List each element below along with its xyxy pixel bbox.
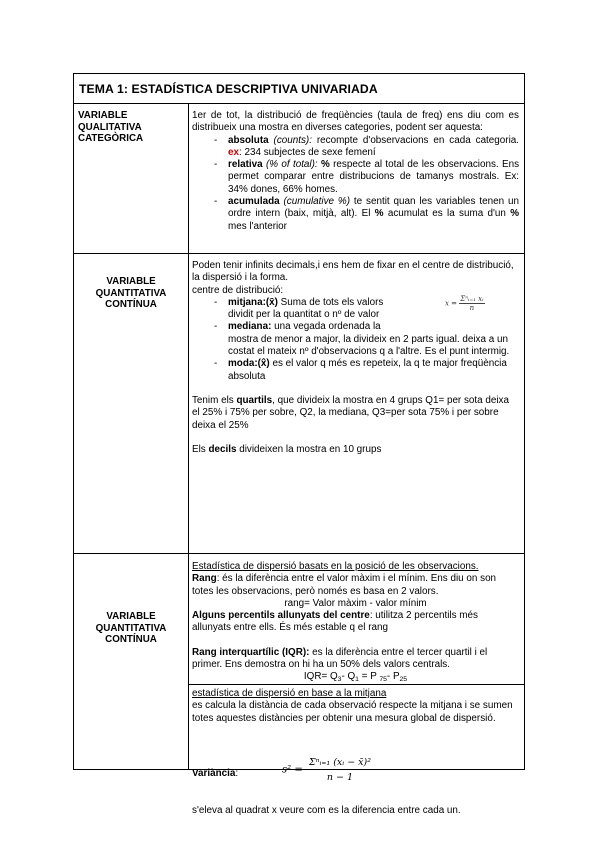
percentils-paragraph: Alguns percentils allunyats del centre: utilitza 2 percentils més allunyats entre ells. És més estable q el rang: [192, 610, 478, 634]
label-cell: [74, 104, 189, 253]
variance-formula: s² = $\frac{\text{Σⁿᵢ₌₁ (xᵢ − x̄)²}}{n - 1}$: [282, 757, 374, 783]
quartils-paragraph: Tenim els quartils, que divideix la mostra en 4 grups Q1= per sota deixa el 25% i 75% per sobre, Q2, la mediana, Q3=per sota 75% i per sobre deixa el 25%: [192, 394, 509, 431]
mean-formula: x = $\frac{\text{Σⁿᵢ₌₁ xᵢ}}{n}$: [445, 295, 484, 312]
variance-row: [192, 757, 492, 793]
label-cell: [74, 554, 189, 770]
label-cell: [74, 254, 189, 553]
row-label: VARIABLE QUANTITATIVA CONTÍNUA: [95, 611, 167, 645]
mean-paragraph: es calcula la distància de cada observació respecte la mitjana i se sumen totes aquestes distàncies per obtenir una mesura global de dispersió.: [192, 700, 513, 724]
block-heading: estadística de dispersió en base a la mitjana: [192, 688, 387, 699]
section1-content: [192, 110, 519, 233]
content-cell: [189, 104, 524, 253]
iqr-formula: $IQR= Q_3-$ $Q_1 = P$ $_{75}$- $P_{25}$: [303, 671, 408, 684]
content-cell: [189, 254, 524, 553]
rang-formula: rang= Valor màxim - valor mínim: [284, 597, 427, 609]
rang-paragraph: Rang: és la diferència entre el valor màxim i el mínim. Ens diu on son totes les observacions, però només es basa en 2 valors.: [192, 573, 497, 597]
section2-content: [192, 260, 519, 456]
intro-paragraph: Poden tenir infinits decimals,i ens hem de fixar en el centre de distribució, la dispersió i la forma.: [192, 260, 514, 284]
row-quantitative-centre: [74, 254, 524, 554]
row-label: VARIABLE QUANTITATIVA CONTÍNUA: [95, 276, 167, 310]
row-quantitative-dispersion: [74, 554, 524, 816]
content-cell: [189, 554, 524, 816]
decils-paragraph: Els decils divideixen la mostra en 10 grups: [192, 443, 382, 455]
row-label: VARIABLE QUALITATIVA CATEGÒRICA: [78, 110, 144, 144]
list-item: - absoluta (counts): recompte d'observacions en cada categoria. ex: 234 subjectes de sexe femení: [192, 135, 519, 160]
divider: [189, 684, 524, 685]
list-item: - acumulada (cumulative %) te sentit quan les variables tenen un ordre intern (baix, mitjà, alt). El % acumulat es la suma d'un % mes l'anterior: [192, 196, 519, 233]
list-item: - mitjana:(x̄) Suma de tots els valors dividit per la quantitat o nº de valor: [192, 297, 519, 322]
subheading: centre de distribució:: [192, 284, 284, 296]
variance-label: Variància:: [192, 768, 239, 779]
list-item: - mediana: una vegada ordenada la mostra de menor a major, la divideix en 2 parts igual. deixa a un costat el mateix nº d'observacions q a l'altre. Es el punt intermig.: [192, 321, 519, 358]
list-item: - relativa (% of total): % respecte al total de les observacions. Ens permet comparar entre distribucions de tamanys mostrals. Ex: 34% dones, 66% homes.: [192, 159, 519, 196]
intro-paragraph: 1er de tot, la distribució de freqüències (taula de freq) ens diu com es distribueix una mostra en diverses categories, podent ser aquesta:: [192, 110, 519, 134]
page-title: TEMA 1: ESTADÍSTICA DESCRIPTIVA UNIVARIADA: [79, 82, 378, 96]
title-row: [74, 74, 524, 104]
list-item: - moda:(x̂) es el valor q més es repeteix, la q te major freqüència absoluta: [192, 358, 519, 383]
frequency-list: [192, 135, 519, 233]
notes-table: [73, 73, 525, 816]
dispersion-position-block: [192, 561, 519, 687]
dispersion-mean-block: [192, 688, 519, 725]
block-heading: Estadística de dispersió basats en la posició de les observacions.: [192, 561, 479, 572]
row-qualitative: [74, 104, 524, 254]
closing-paragraph: s'eleva al quadrat x veure com es la diferencia entre cada un.: [192, 805, 461, 816]
iqr-paragraph: Rang interquartílic (IQR): es la diferència entre el tercer quartil i el primer. Ens demostra on hi ha un 50% dels valors centrals.: [192, 646, 488, 671]
